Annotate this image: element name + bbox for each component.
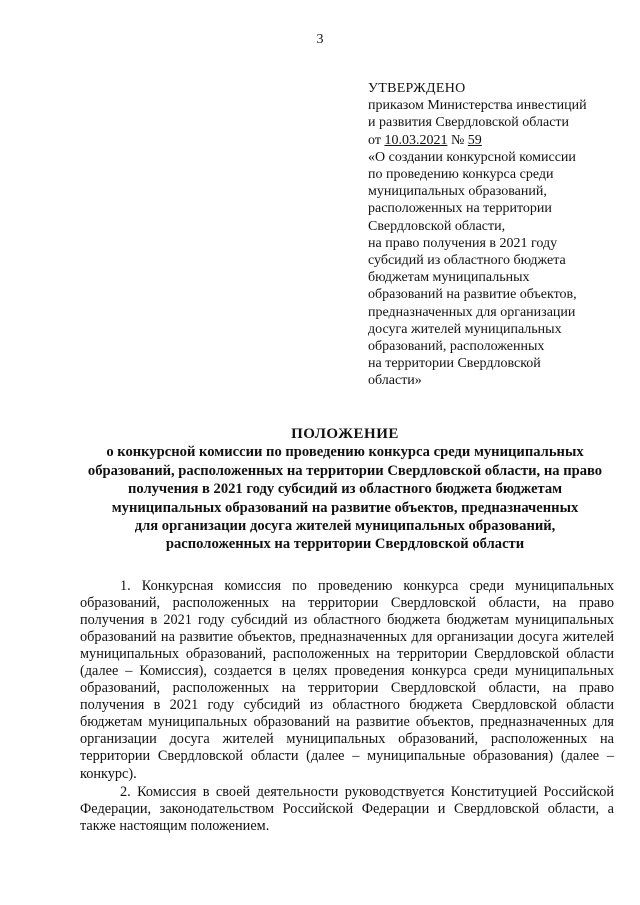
document-title: ПОЛОЖЕНИЕ	[291, 426, 399, 442]
paragraph-1: 1. Конкурсная комиссия по проведению конкурса среди муниципальных образований, расположенных на территории Свердловской области, на право получения в 2021 году субсидий из областного бюджета бюджетам муниципальных образований на развитие объектов, предназначенных для организации досуга жителей муниципальных образований, расположенных на территории Свердловской области (далее – Комиссия), создается в целях проведения конкурса среди муниципальных образований, расположенных на территории Свердловской области, на право получения в 2021 году субсидий из областного бюджета Свердловской области бюджетам муниципальных образований на развитие объектов, предназначенных для организации досуга жителей муниципальных образований, расположенных на территории Свердловской области (далее – муниципальные образования) (далее – конкурс).	[80, 578, 614, 782]
approval-line: по проведению конкурса среди	[368, 167, 554, 183]
approval-line: образований на развитие объектов,	[368, 287, 577, 303]
approval-line: образований, расположенных	[368, 339, 545, 355]
approval-stamp	[368, 80, 630, 390]
approval-date: 10.03.2021	[384, 132, 448, 148]
heading-line: образований, расположенных на территории Свердловской области, на право	[87, 462, 603, 479]
approval-line: приказом Министерства инвестиций	[368, 98, 587, 114]
approval-line: на право получения в 2021 году	[368, 235, 558, 251]
approval-line: муниципальных образований,	[368, 184, 547, 200]
heading-line: для организации досуга жителей муниципальных образований,	[134, 518, 556, 535]
approval-line: досуга жителей муниципальных	[368, 321, 562, 337]
paragraph-2: 2. Комиссия в своей деятельности руководствуется Конституцией Российской Федерации, законодательством Российской Федерации и Свердловской области, а также настоящим положением.	[80, 783, 614, 834]
heading-line: муниципальных образований на развитие объектов, предназначенных	[111, 499, 579, 516]
heading-line: расположенных на территории Свердловской области	[165, 536, 525, 553]
page-number: 3	[316, 32, 324, 47]
approval-line: и развития Свердловской области	[368, 115, 570, 131]
approval-line: бюджетам муниципальных	[368, 270, 530, 286]
heading-line: получения в 2021 году субсидий из областного бюджета бюджетам	[127, 481, 563, 498]
approval-line: расположенных на территории	[368, 201, 552, 217]
approval-title: УТВЕРЖДЕНО	[368, 81, 466, 96]
approval-line: на территории Свердловской	[368, 356, 541, 372]
document-body	[80, 578, 614, 835]
approval-date-line	[368, 132, 630, 149]
approval-line: области»	[368, 373, 422, 389]
number-sign: №	[450, 132, 465, 148]
approval-line: субсидий из областного бюджета	[368, 253, 566, 269]
heading-line: о конкурсной комиссии по проведению конкурса среди муниципальных	[106, 444, 584, 461]
approval-line: «О создании конкурсной комиссии	[368, 149, 576, 165]
document-heading	[60, 425, 630, 554]
approval-line: Свердловской области,	[368, 218, 506, 234]
date-prefix: от	[368, 132, 381, 148]
approval-number: 59	[467, 132, 482, 148]
approval-line: предназначенных для организации	[368, 304, 576, 320]
